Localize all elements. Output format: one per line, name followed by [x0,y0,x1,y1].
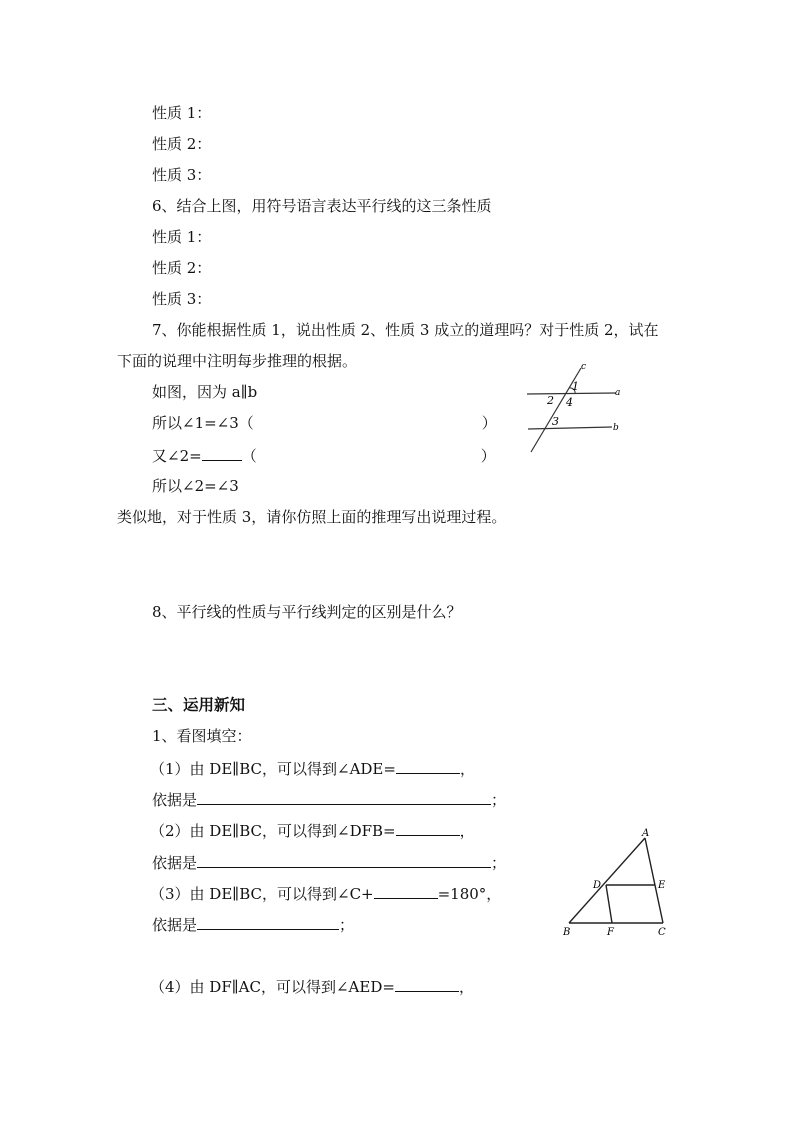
property-3-line-b: 性质 3： [152,290,212,308]
property-2-line-a: 性质 2： [152,135,212,153]
label-a: a [615,388,621,398]
property-1-line-b: 性质 1： [152,228,212,246]
property-1-line-a: 性质 1： [152,104,212,122]
blank-angle[interactable] [202,445,242,461]
triangle-figure [556,822,672,940]
blank-f2[interactable] [396,820,460,836]
reason-line-5: 类似地，对于性质 3，请你仿照上面的推理写出说理过程。 [117,508,507,526]
label-D: D [593,880,602,891]
question-8: 8、平行线的性质与平行线判定的区别是什么？ [152,603,462,621]
label-F: F [607,927,614,938]
fill-3-basis: 依据是 ； [152,916,355,934]
fill-3: （3）由 DE∥BC，可以得到∠C+ =180°， [150,885,502,903]
blank-f2-basis[interactable] [197,852,491,868]
label-b: b [613,423,619,433]
reason-line-2: 所以∠1=∠3（ ） [152,414,497,432]
question-7-line-2: 下面的说理中注明每步推理的根据。 [117,352,358,370]
label-1: 1 [572,380,579,393]
label-C: C [658,927,666,938]
property-3-line-a: 性质 3： [152,166,212,184]
reason-line-3: 又∠2= （ ） [152,447,496,465]
fill-4: （4）由 DF∥AC，可以得到∠AED= ， [150,978,474,996]
blank-f1[interactable] [396,758,460,774]
blank-f3-basis[interactable] [197,914,339,930]
fill-1-basis: 依据是 ； [152,791,507,809]
question-6: 6、结合上图，用符号语言表达平行线的这三条性质 [152,197,492,215]
fill-1: （1）由 DE∥BC，可以得到∠ADE= ， [150,760,475,778]
label-4: 4 [566,396,573,409]
parallel-lines-figure [520,358,630,456]
blank-f3[interactable] [374,883,438,899]
label-3: 3 [552,415,559,428]
reason-line-1: 如图，因为 a∥b [152,383,258,401]
label-A: A [642,828,650,839]
reason-line-4: 所以∠2=∠3 [152,477,239,495]
blank-f4[interactable] [395,976,459,992]
fill-2-basis: 依据是 ； [152,854,507,872]
property-2-line-b: 性质 2： [152,259,212,277]
fill-2: （2）由 DE∥BC，可以得到∠DFB= ， [150,822,475,840]
label-c: c [581,362,587,372]
question-7-line-1: 7、你能根据性质 1，说出性质 2、性质 3 成立的道理吗？对于性质 2，试在 [152,321,659,339]
exercise-1-title: 1、看图填空： [152,727,252,745]
label-2: 2 [547,394,554,407]
section-3-heading: 三、运用新知 [152,695,246,714]
label-E: E [658,880,666,891]
label-B: B [563,927,571,938]
blank-f1-basis[interactable] [197,789,491,805]
